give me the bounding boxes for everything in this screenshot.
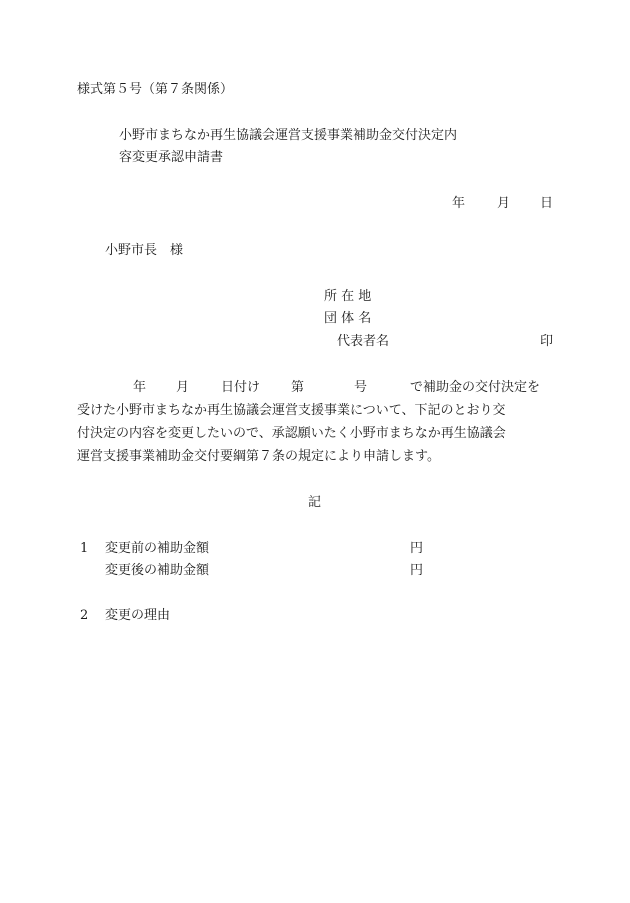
body-line-4: 運営支援事業補助金交付要綱第７条の規定により申請します。 [77,449,440,464]
addressee: 小野市長 様 [105,243,184,258]
date-year-label: 年 [452,196,466,211]
item-1-label: 変更前の補助金額 [105,541,210,556]
form-label: 様式第５号（第７条関係） [77,82,234,97]
organization-label: 団 体 名 [324,311,372,326]
address-label: 所 在 地 [324,289,372,304]
ki-heading: 記 [308,495,322,510]
item-1b-label: 変更後の補助金額 [105,563,210,578]
ref-number-suffix: 号 [354,380,368,395]
item-1-unit: 円 [410,541,424,556]
item-2-label: 変更の理由 [105,608,171,623]
ref-number-prefix: 第 [291,380,305,395]
title-line-2: 容変更承認申請書 [119,150,224,165]
body-line-2: 受けた小野市まちなか再生協議会運営支援事業について、下記のとおり交 [77,403,506,418]
representative-label: 代表者名 [337,334,390,349]
ref-year-label: 年 [133,380,147,395]
date-month-label: 月 [497,196,511,211]
date-day-label: 日 [540,196,554,211]
seal-mark: 印 [540,334,554,349]
item-1-number: 1 [80,541,89,556]
item-2-number: 2 [80,608,89,623]
item-1b-unit: 円 [410,563,424,578]
ref-month-label: 月 [176,380,190,395]
title-line-1: 小野市まちなか再生協議会運営支援事業補助金交付決定内 [119,128,458,143]
body-line-3: 付決定の内容を変更したいので、承認願いたく小野市まちなか再生協議会 [77,426,506,441]
body-line-1-tail: で補助金の交付決定を [410,380,541,395]
ref-dated-label: 日付け [221,380,261,395]
